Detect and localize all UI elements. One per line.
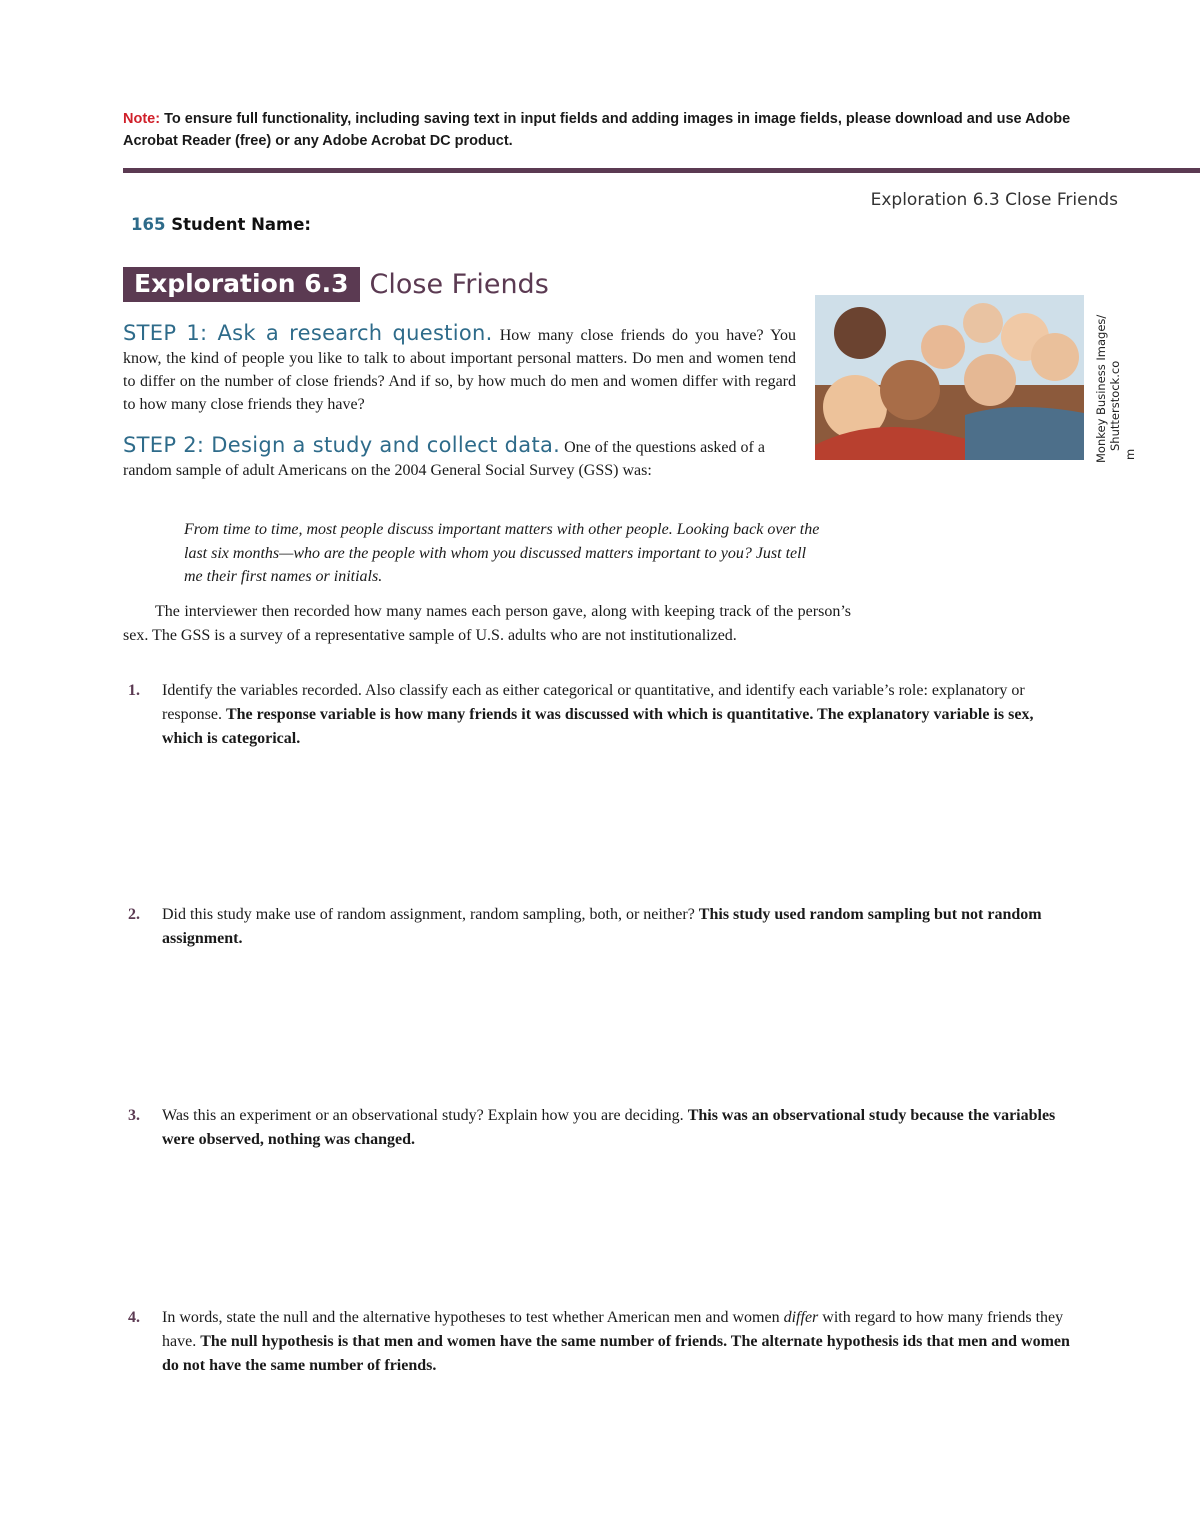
- note-text: To ensure full functionality, including saving text in input fields and adding images in image fields, please download and use Adobe Acrobat Reader (free) or any Adobe Acrobat DC product.: [123, 111, 1071, 149]
- answer-field[interactable]: The response variable is how many friends it was discussed with which is quantitative. The explanatory variable is sex, which is categorical.: [162, 706, 1034, 747]
- question-1: [123, 679, 1078, 751]
- question-text: Did this study make use of random assignment, random sampling, both, or neither?: [162, 906, 695, 923]
- page-number: 165: [131, 215, 166, 234]
- step-2-body: One of the questions asked of a random sample of adult Americans on the 2004 General Social Survey (GSS) was:: [123, 439, 765, 479]
- step-2-heading: STEP 2: Design a study and collect data.: [123, 433, 561, 457]
- acrobat-note: [123, 108, 1113, 152]
- question-4: [123, 1306, 1078, 1378]
- question-text: Identify the variables recorded. Also classify each as either categorical or quantitative, and identify each variable’s role: explanatory or response.: [162, 682, 1025, 723]
- question-text-end: with regard to how many friends they have.: [162, 1309, 1064, 1350]
- group-photo-icon: [815, 295, 1084, 460]
- question-number: 4.: [128, 1309, 140, 1326]
- question-number: 3.: [128, 1107, 140, 1124]
- question-text: Was this an experiment or an observational study? Explain how you are deciding.: [162, 1107, 684, 1124]
- question-3: [123, 1104, 1078, 1152]
- step-1-heading: STEP 1: Ask a research question.: [123, 321, 493, 345]
- step-1: [123, 322, 796, 416]
- friends-photo: [815, 295, 1084, 460]
- interviewer-paragraph: [123, 600, 851, 647]
- student-name-label[interactable]: Student Name:: [171, 215, 312, 234]
- answer-field[interactable]: This was an observational study because the variables were observed, nothing was changed.: [162, 1107, 1056, 1148]
- question-number: 2.: [128, 906, 140, 923]
- question-emphasis: differ: [783, 1309, 819, 1326]
- question-number: 1.: [128, 682, 140, 699]
- note-label: Note:: [123, 111, 161, 127]
- title-box: Exploration 6.3: [123, 267, 360, 302]
- title-rest: Close Friends: [369, 269, 549, 300]
- question-2: [123, 903, 1078, 951]
- running-title: Exploration 6.3 Close Friends: [870, 190, 1118, 210]
- header-rule: [123, 168, 1200, 173]
- answer-field[interactable]: The null hypothesis is that men and women have the same number of friends. The alternate hypothesis ids that men and women do not have the same number of friends.: [162, 1333, 1070, 1374]
- step-1-body: How many close friends do you have? You know, the kind of people you like to talk to about important personal matters. Do men and women tend to differ on the number of close friends? And if so, by how much do men and women differ with regard to how many close friends they have?: [123, 327, 797, 413]
- credit-line-2: Shutterstock.co: [1108, 360, 1122, 451]
- paragraph-text: The interviewer then recorded how many names each person gave, along with keeping track of the person’s sex. The GSS is a survey of a representative sample of U.S. adults who are not institutionalized.: [123, 603, 851, 644]
- credit-line-3: m: [1123, 448, 1137, 460]
- answer-field[interactable]: This study used random sampling but not random assignment.: [162, 906, 1042, 947]
- survey-quote: From time to time, most people discuss important matters with other people. Looking back over the last six months—who are the people with whom you discussed matters important to you? Just tell me their first names or initials.: [184, 521, 820, 585]
- image-credit: [1092, 285, 1140, 465]
- page-title: [123, 267, 549, 302]
- credit-line-1: Monkey Business Images/: [1094, 314, 1108, 463]
- student-name-row: [131, 215, 311, 234]
- question-text-start: In words, state the null and the alternative hypotheses to test whether American men and women: [162, 1309, 780, 1326]
- step-2: [123, 434, 783, 482]
